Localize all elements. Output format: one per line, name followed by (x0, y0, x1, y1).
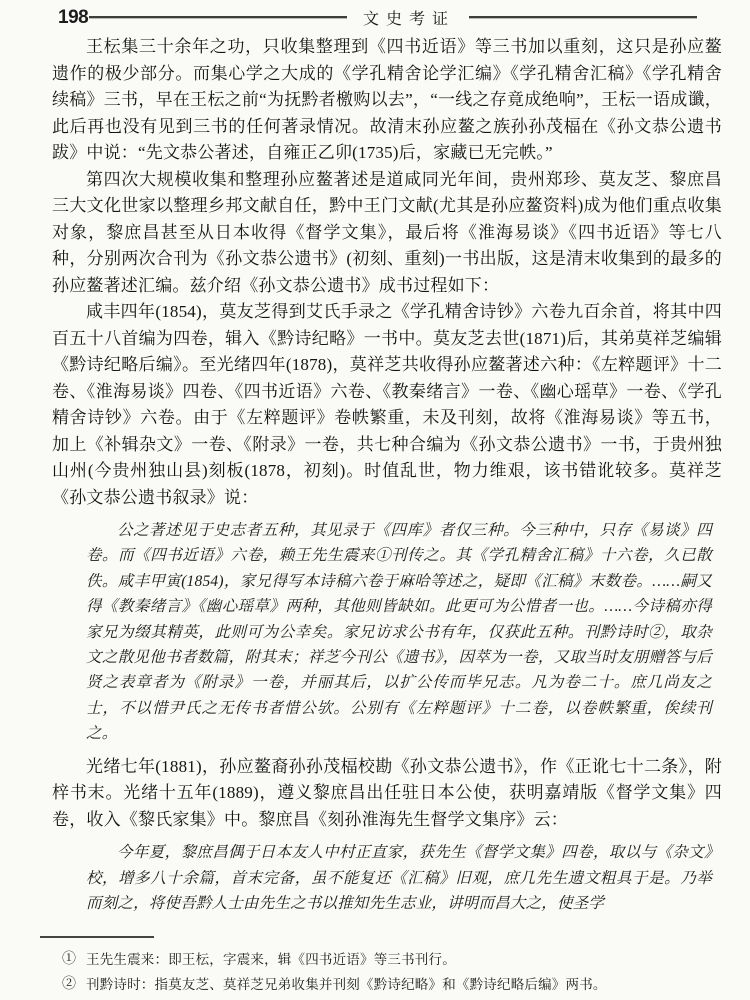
footnote-text-2: 刊黔诗时：指莫友芝、莫祥芝兄弟收集并刊刻《黔诗纪略》和《黔诗纪略后编》两书。 (86, 976, 607, 992)
footnotes-section (62, 948, 720, 997)
header-rule-right (469, 16, 697, 18)
footnote-divider (40, 936, 154, 938)
footnote-marker-1: ① (62, 952, 77, 967)
page-number: 198 (58, 6, 89, 28)
running-head-title: 文史考证 (362, 10, 455, 28)
footnote-text-1: 王先生震来：即王枟，字震来，辑《四书近语》等三书刊行。 (86, 952, 456, 967)
running-head (58, 6, 697, 28)
header-rule-left (89, 16, 347, 18)
article-body (52, 34, 722, 923)
block-quote-1: 公之著述见于史志者五种，其见录于《四库》者仅三种。今三种中，只存《易谈》四卷。而《四书近语》六卷，赖王先生震来①刊传之。其《学孔精舍汇稿》十六卷，久已散佚。咸丰甲寅(1854)，家兄得写本诗稿六卷于麻哈等述之，疑即《汇稿》末数卷。……嗣又得《教秦绪言》《幽心瑶草》两种，其他则皆缺如。此更可为公惜者一也。……今诗稿亦得家兄为缀其精英，此则可为公幸矣。家兄访求公书有年，仅获此五种。刊黔诗时②，取杂文之散见他书者数篇，附其末；祥芝今刊公《遗书》，因萃为一卷，又取当时友朋赠答与后贤之表章者为《附录》一卷，并丽其后，以扩公传而毕兄志。凡为卷二十。庶几尚友之士，不以惜尹氏之无传书者惜公欤。公别有《左粹题评》十二卷，以卷帙繁重，俟续刊之。 (86, 522, 712, 743)
body-paragraph-1: 王枟集三十余年之功，只收集整理到《四书近语》等三书加以重刻，这只是孙应鳌遗作的极少部分。而集心学之大成的《学孔精舍论学汇编》《学孔精舍汇稿》《学孔精舍续稿》三书，早在王枟之前“为抚黔者檄购以去”，“一线之存竟成绝响”，王枟一语成谶，此后再也没有见到三书的任何著录情况。故清末孙应鳌之族孙孙茂楅在《孙文恭公遗书跋》中说：“先文恭公著述，自雍正乙卯(1735)后，家藏已无完帙。” (52, 37, 722, 162)
body-paragraph-2: 第四次大规模收集和整理孙应鳌著述是道咸同光年间，贵州郑珍、莫友芝、黎庶昌三大文化世家以整理乡邦文献自任，黔中王门文献(尤其是孙应鳌资料)成为他们重点收集对象，黎庶昌甚至从日本收得《督学文集》，最后将《淮海易谈》《四书近语》等七八种，分别两次合刊为《孙文恭公遗书》(初刻、重刻)一书出版，这是清末收集到的最多的孙应鳌著述汇编。兹介绍《孙文恭公遗书》成书过程如下： (52, 169, 722, 295)
body-paragraph-4: 光绪七年(1881)，孙应鳌裔孙孙茂楅校勘《孙文恭公遗书》，作《正讹七十二条》，附梓书末。光绪十五年(1889)，遵义黎庶昌出任驻日本公使，获明嘉靖版《督学文集》四卷，收入《黎氏家集》中。黎庶昌《刻孙淮海先生督学文集序》云： (52, 756, 722, 829)
body-paragraph-3: 咸丰四年(1854)，莫友芝得到艾氏手录之《学孔精舍诗钞》六卷九百余首，将其中四百五十八首编为四卷，辑入《黔诗纪略》一书中。莫友芝去世(1871)后，其弟莫祥芝编辑《黔诗纪略后编》。至光绪四年(1878)，莫祥芝共收得孙应鳌著述六种：《左粹题评》十二卷、《淮海易谈》四卷、《四书近语》六卷、《教秦绪言》一卷、《幽心瑶草》一卷、《学孔精舍诗钞》六卷。由于《左粹题评》卷帙繁重，未及刊刻，故将《淮海易谈》等五书，加上《补辑杂文》一卷、《附录》一卷，共七种合编为《孙文恭公遗书》一书，于贵州独山州(今贵州独山县)刻板(1878，初刻)。时值乱世，物力维艰，该书错讹较多。莫祥芝《孙文恭公遗书叙录》说： (52, 302, 722, 507)
footnote-marker-2: ② (62, 976, 77, 992)
footnote-item (62, 948, 720, 973)
block-quote-2: 今年夏，黎庶昌偶于日本友人中村正直家，获先生《督学文集》四卷，取以与《杂文》校，增多八十余篇，首末完备，虽不能复还《汇稿》旧观，庶几先生遗文粗具于是。乃举而刻之，将使吾黔人士由先生之书以推知先生志业，讲明而昌大之，使圣学 (86, 844, 712, 912)
footnote-item (62, 973, 720, 998)
